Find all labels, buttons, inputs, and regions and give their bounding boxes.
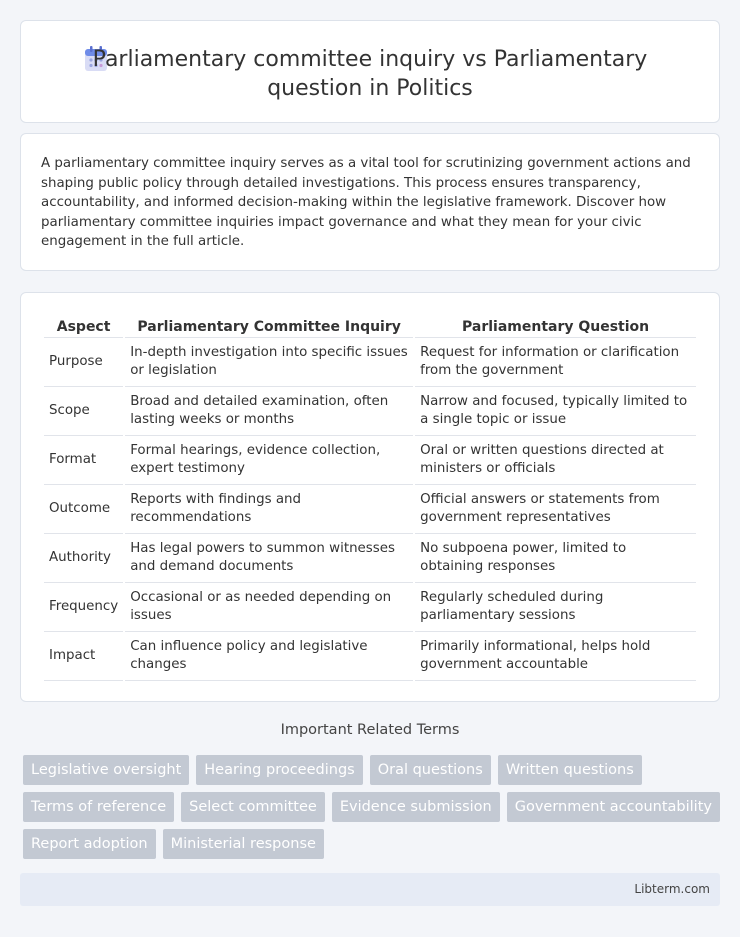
table-header-row	[44, 316, 696, 338]
row-aspect: Authority	[44, 534, 123, 583]
term-tag[interactable]: Hearing proceedings	[196, 755, 362, 785]
table-row	[44, 436, 696, 485]
table-row	[44, 485, 696, 534]
term-tag[interactable]: Terms of reference	[23, 792, 174, 822]
term-tag[interactable]: Evidence submission	[332, 792, 500, 822]
term-tag[interactable]: Ministerial response	[163, 829, 324, 859]
row-question: Narrow and focused, typically limited to a single topic or issue	[415, 387, 696, 436]
header-aspect: Aspect	[44, 316, 123, 338]
row-inquiry: In-depth investigation into specific issues or legislation	[125, 338, 413, 387]
term-tag[interactable]: Report adoption	[23, 829, 156, 859]
term-tag[interactable]: Oral questions	[370, 755, 491, 785]
row-question: Primarily informational, helps hold government accountable	[415, 632, 696, 681]
footer-site-link[interactable]: Libterm.com	[634, 882, 710, 896]
term-tag[interactable]: Select committee	[181, 792, 325, 822]
table-row	[44, 583, 696, 632]
term-tag[interactable]: Government accountability	[507, 792, 720, 822]
page-title: Parliamentary committee inquiry vs Parliamentary question in Politics	[92, 47, 648, 101]
table-row	[44, 632, 696, 681]
row-inquiry: Broad and detailed examination, often lasting weeks or months	[125, 387, 413, 436]
title-card	[20, 20, 720, 123]
row-aspect: Scope	[44, 387, 123, 436]
row-question: Oral or written questions directed at ministers or officials	[415, 436, 696, 485]
row-inquiry: Formal hearings, evidence collection, expert testimony	[125, 436, 413, 485]
term-tag[interactable]: Legislative oversight	[23, 755, 189, 785]
row-question: Regularly scheduled during parliamentary sessions	[415, 583, 696, 632]
row-aspect: Impact	[44, 632, 123, 681]
table-row	[44, 338, 696, 387]
row-inquiry: Has legal powers to summon witnesses and demand documents	[125, 534, 413, 583]
table-row	[44, 534, 696, 583]
row-aspect: Purpose	[44, 338, 123, 387]
intro-card	[20, 133, 720, 271]
term-tag[interactable]: Written questions	[498, 755, 642, 785]
footer	[20, 873, 720, 906]
table-row	[44, 387, 696, 436]
comparison-card	[20, 292, 720, 702]
comparison-table	[42, 316, 698, 681]
row-aspect: Outcome	[44, 485, 123, 534]
row-question: Request for information or clarification from the government	[415, 338, 696, 387]
header-committee-inquiry: Parliamentary Committee Inquiry	[125, 316, 413, 338]
header-parliamentary-question: Parliamentary Question	[415, 316, 696, 338]
row-inquiry: Reports with findings and recommendations	[125, 485, 413, 534]
row-aspect: Format	[44, 436, 123, 485]
intro-paragraph: A parliamentary committee inquiry serves as a vital tool for scrutinizing government actions and shaping public policy through detailed investigations. This process ensures transparency, accountability, and informed decision-making within the legislative framework. Discover how parliamentary committee inquiries impact governance and what they mean for your civic engagement in the full article.	[41, 156, 691, 250]
row-question: Official answers or statements from government representatives	[415, 485, 696, 534]
row-question: No subpoena power, limited to obtaining responses	[415, 534, 696, 583]
related-terms-list	[23, 755, 723, 859]
row-inquiry: Occasional or as needed depending on issues	[125, 583, 413, 632]
row-aspect: Frequency	[44, 583, 123, 632]
related-terms-heading: Important Related Terms	[280, 722, 460, 738]
row-inquiry: Can influence policy and legislative changes	[125, 632, 413, 681]
